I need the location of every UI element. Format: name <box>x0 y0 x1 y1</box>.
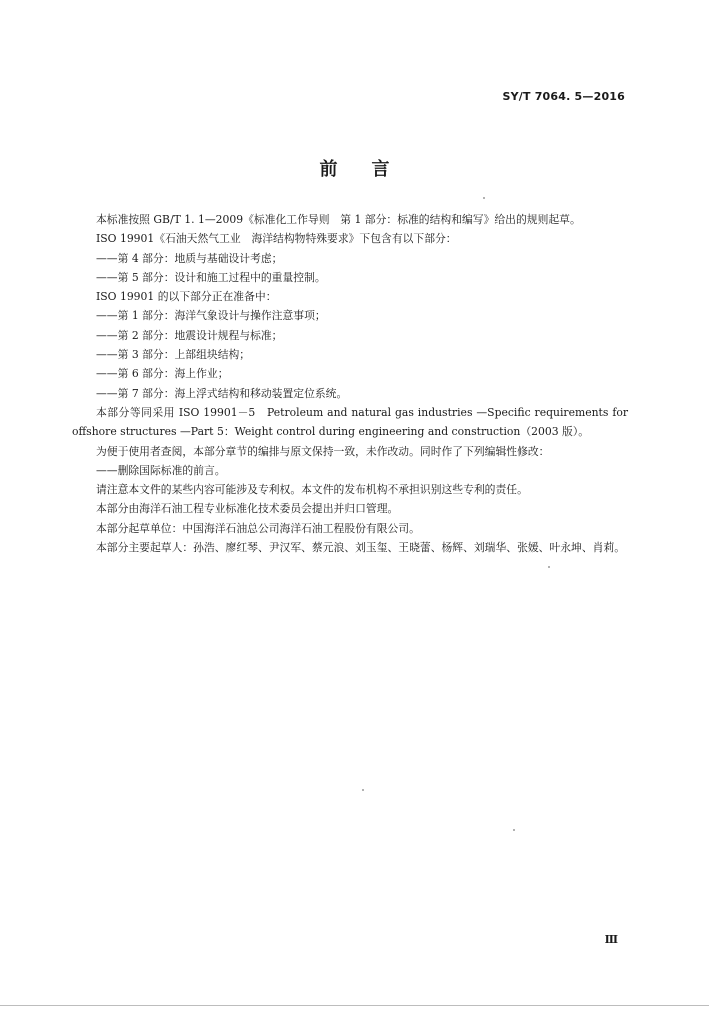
paragraph-drafting-unit: 本部分起草单位：中国海洋石油总公司海洋石油工程股份有限公司。 <box>96 521 420 535</box>
foreword-body <box>72 210 628 557</box>
paragraph-editorial-changes: 为便于使用者查阅，本部分章节的编排与原文保持一致，未作改动。同时作了下列编辑性修改： <box>96 444 550 458</box>
paragraph-patent-notice: 请注意本文件的某些内容可能涉及专利权。本文件的发布机构不承担识别这些专利的责任。 <box>96 483 528 497</box>
scan-speck <box>548 566 550 568</box>
paragraph-drafting-rules: 本标准按照 GB/T 1. 1—2009《标准化工作导则 第 1 部分：标准的结构和编写》给出的规则起草。 <box>96 213 581 226</box>
paragraph-iso-parts-intro: ISO 19901《石油天然气工业 海洋结构物特殊要求》下包含有以下部分： <box>96 232 457 246</box>
list-item: ——第 7 部分：海上浮式结构和移动装置定位系统。 <box>96 386 348 400</box>
list-item: ——第 6 部分：海上作业； <box>96 367 229 381</box>
scan-speck <box>362 789 364 791</box>
list-item: ——第 4 部分：地质与基础设计考虑； <box>96 251 283 265</box>
paragraph-parts-in-preparation: ISO 19901 的以下部分正在准备中： <box>96 290 277 304</box>
standard-code: SY/T 7064. 5—2016 <box>502 90 625 103</box>
list-item: ——第 2 部分：地震设计规程与标准； <box>96 328 283 342</box>
bottom-divider <box>0 1005 709 1006</box>
paragraph-equivalence: 本部分等同采用 ISO 19901－5 Petroleum and natural gas industries —Specific requirements for offshore structures —Part 5：Weight control during engineering and construction（2003 版）。 <box>72 405 628 439</box>
paragraph-proposer: 本部分由海洋石油工程专业标准化技术委员会提出并归口管理。 <box>96 502 399 516</box>
list-item: ——第 1 部分：海洋气象设计与操作注意事项； <box>96 309 326 323</box>
list-item: ——第 5 部分：设计和施工过程中的重量控制。 <box>96 270 326 284</box>
scan-speck <box>513 829 515 831</box>
title-char-2: 言 <box>371 159 390 180</box>
list-item: ——第 3 部分：上部组块结构； <box>96 348 251 362</box>
paragraph-drafters: 本部分主要起草人：孙浩、廖红琴、尹汉军、蔡元浪、刘玉玺、王晓蕾、杨辉、刘瑞华、张媛、叶永坤、肖莉。 <box>96 541 626 555</box>
page-title <box>0 155 709 181</box>
title-char-1: 前 <box>319 159 338 180</box>
scan-speck <box>483 197 485 199</box>
page-number: Ⅲ <box>604 933 617 946</box>
list-item: ——删除国际标准的前言。 <box>96 463 226 477</box>
